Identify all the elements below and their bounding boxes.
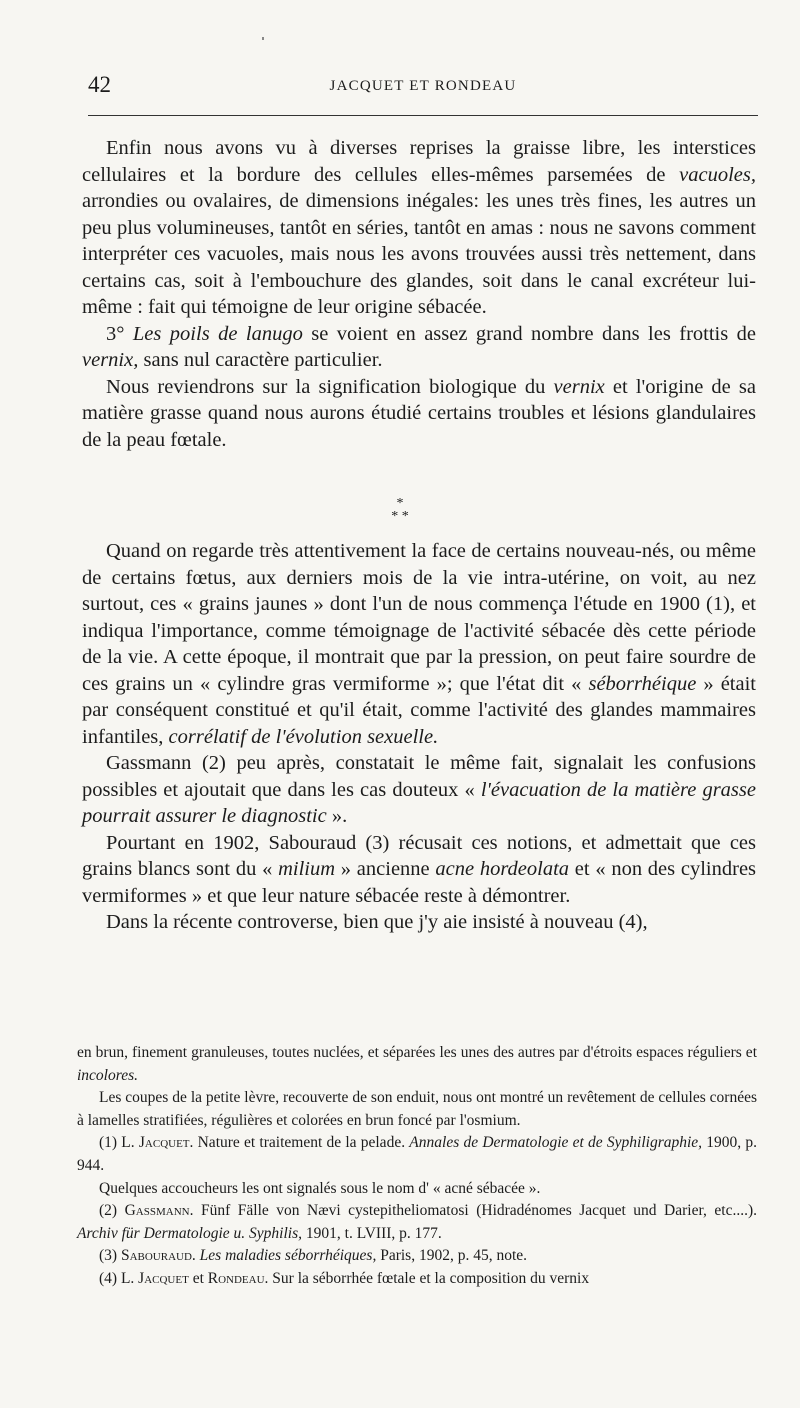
footnote-4: (4) L. Jacquet et Rondeau. Sur la séborrhée fœtale et la composition du vernix (99, 1269, 590, 1287)
paragraph-lanugo: 3° Les poils de lanugo se voient en assez grand nombre dans les frottis de vernix, sans nul caractère particulier. (82, 322, 756, 371)
footnote-continuation: en brun, finement granuleuses, toutes nuclées, et séparées les unes des autres par d'étroits espaces réguliers et incolores. (77, 1044, 757, 1084)
footnote-continuation-2: Les coupes de la petite lèvre, recouverte de son enduit, nous ont montré un revêtement de cellules cornées à lamelles stratifiées, régulières et colorées en brun foncé par l'osmium. (77, 1089, 757, 1129)
paragraph-grains-jaunes: Quand on regarde très attentivement la face de certains nouveau-nés, ou même de certains fœtus, aux derniers mois de la vie intra-utérine, on voit, au nez surtout, ces « grains jaunes » dont l'un de nous commença l'étude en 1900 (1), et indiqua l'importance, comme témoignage de l'activité sébacée dès cette période de la vie. A cette époque, il montrait que par la pression, on peut faire sourdre de ces grains un « cylindre gras vermiforme »; que l'état dit « séborrhéique » était par conséquent constitué et qu'il était, comme l'activité des glandes mammaires infantiles, corrélatif de l'évolution sexuelle. (82, 540, 756, 748)
page-header (88, 72, 758, 102)
page-number: 42 (88, 72, 111, 97)
body-text-top (82, 135, 756, 453)
header-rule (88, 115, 758, 116)
footnote-2: (2) Gassmann. Fünf Fälle von Nævi cystepitheliomatosi (Hidradénomes Jacquet und Darier, etc....). Archiv für Dermatologie u. Syphilis, 1901, t. LVIII, p. 177. (77, 1202, 757, 1242)
paragraph-vernix: Nous reviendrons sur la signification biologique du vernix et l'origine de sa matière grasse quand nous aurons étudié certains troubles et lésions glandulaires de la peau fœtale. (82, 375, 756, 451)
paragraph-vacuoles: Enfin nous avons vu à diverses reprises la graisse libre, les interstices cellulaires et la bordure des cellules elles-mêmes parsemées de vacuoles, arrondies ou ovalaires, de dimensions inégales: les unes très fines, les autres un peu plus volumineuses, tantôt en séries, tantôt en amas : nous ne savons comment interpréter ces vacuoles, mais nous les avons trouvées aussi très nettement, dans certains cas, soit à l'embouchure des glandes, soit dans le canal excréteur lui-même : fait qui témoigne de leur origine sébacée. (82, 137, 756, 318)
section-asterism (0, 497, 800, 523)
paragraph-controverse: Dans la récente controverse, bien que j'y aie insisté à nouveau (4), (106, 911, 648, 933)
footnotes (77, 1042, 757, 1291)
paragraph-sabouraud: Pourtant en 1902, Sabouraud (3) récusait ces notions, et admettait que ces grains blancs sont du « milium » ancienne acne hordeolata et « non des cylindres vermiformes » et que leur nature sébacée reste à démontrer. (82, 831, 757, 907)
asterism-top: * (396, 496, 404, 511)
footnote-3: (3) Sabouraud. Les maladies séborrhéiques, Paris, 1902, p. 45, note. (99, 1247, 528, 1265)
body-text-main (82, 538, 756, 936)
asterism-bottom: * * (391, 509, 409, 524)
scan-speck (262, 37, 264, 40)
footnote-1-note: Quelques accoucheurs les ont signalés sous le nom d' « acné sébacée ». (99, 1179, 541, 1197)
paragraph-gassmann: Gassmann (2) peu après, constatait le même fait, signalait les confusions possibles et ajoutait que dans les cas douteux « l'évacuation de la matière grasse pourrait assurer le diagnostic ». (82, 752, 756, 827)
footnote-1: (1) L. Jacquet. Nature et traitement de la pelade. Annales de Dermatologie et de Syphiligraphie, 1900, p. 944. (77, 1134, 757, 1174)
running-head: JACQUET ET RONDEAU (329, 78, 517, 94)
